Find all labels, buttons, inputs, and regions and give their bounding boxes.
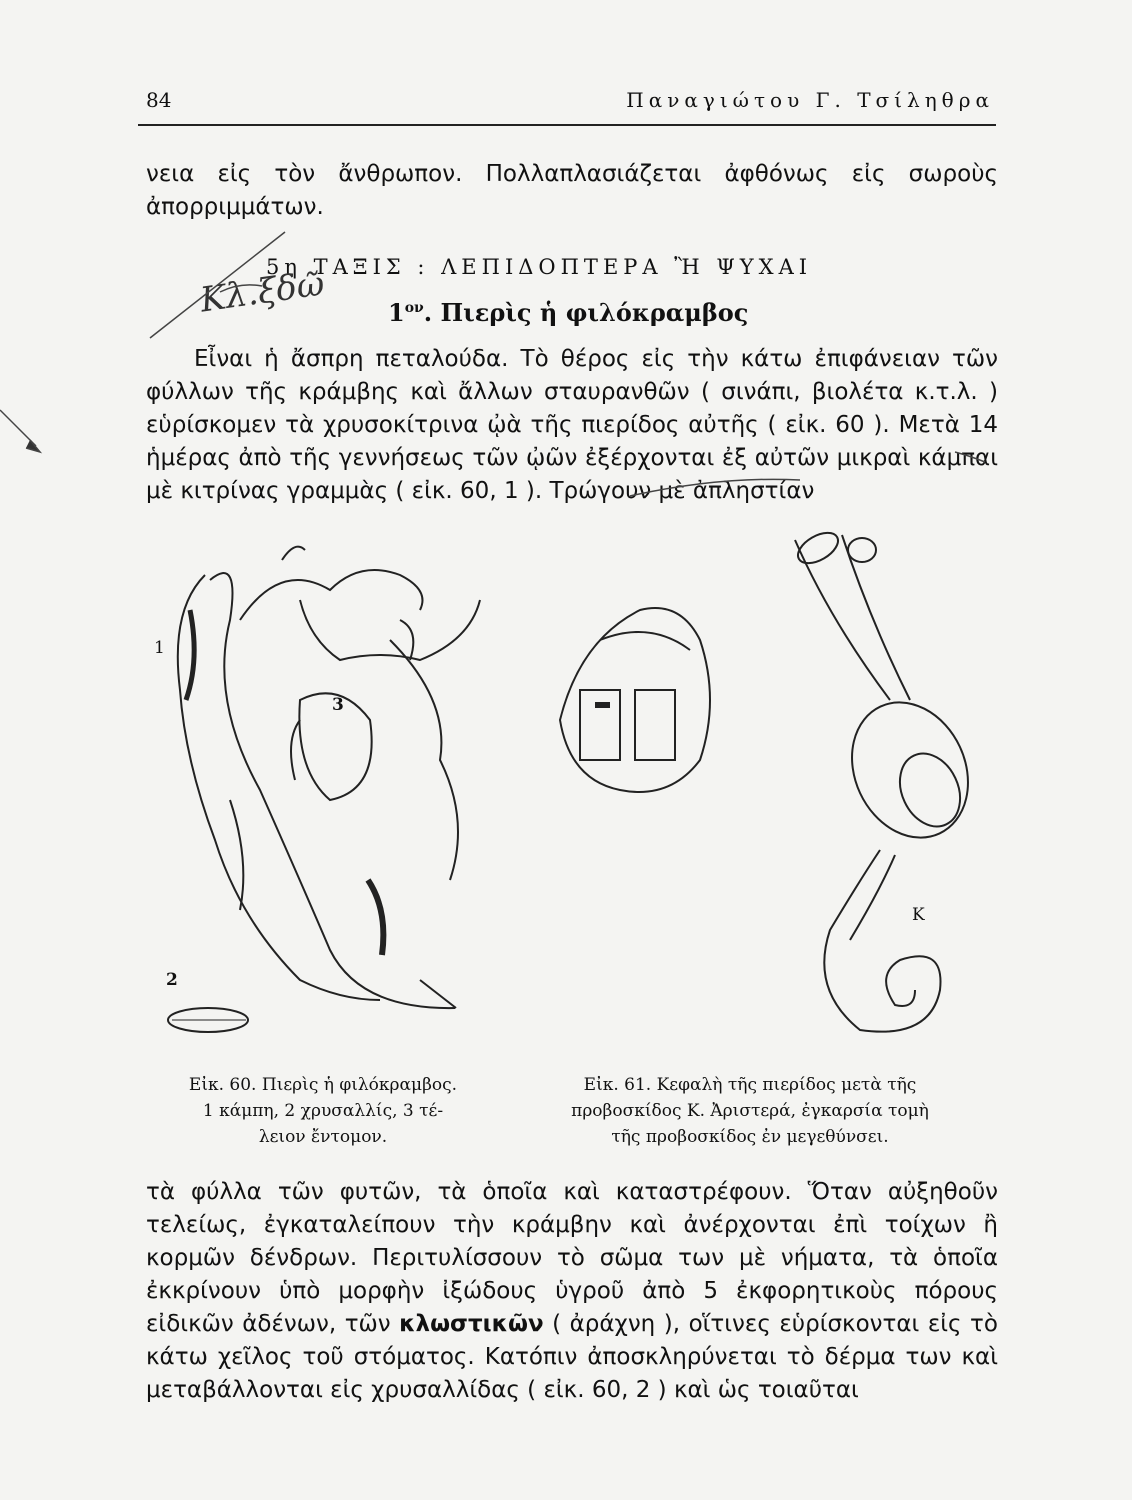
head-capsule [831,683,990,856]
fig60-label-1: 1 [154,638,165,658]
running-head-author: Παναγιώτου Γ. Τσίληθρα [626,88,994,112]
term-klostikon: κλωστικῶν [399,1311,544,1337]
fig61-label-k: Κ [912,905,925,925]
body-paragraph-1: Εἶναι ἡ ἄσπρη πεταλούδα. Τὸ θέρος εἰς τὴν κάτω ἐπιφάνειαν τῶν φύλλων τῆς κράμβης καὶ ἄλλων σταυρανθῶν ( σινάπι, βιολέτα κ.τ.λ. ) εὑρίσκομεν τὰ χρυσοκίτρινα ᾠὰ τῆς πιερίδος αὐτῆς ( εἰκ. 60 ). Μετὰ 14 ἡμέρας ἀπὸ τῆς γεννήσεως τῶν ᾠῶν ἐξέρχονται ἐξ αὐτῶν μικραὶ κάμπαι μὲ κιτρίνας γραμμὰς ( εἰκ. 60, 1 ). Τρώγουν μὲ ἀπληστίαν [146,346,998,504]
figure-61-head [793,527,989,1032]
leaf-stem [210,573,455,1008]
page-number: 84 [146,88,172,112]
figure-60-drawing [168,547,480,1032]
species-title: $1^{o\nu}$. Πιερὶς ἡ φιλόκραμβος [388,298,749,327]
fig60-label-2: 2 [166,970,178,990]
larva-center [368,880,383,955]
body-paragraph-2: τὰ φύλλα τῶν φυτῶν, τὰ ὁποῖα καὶ καταστρέφουν. Ὅταν αὐξηθοῦν τελείως, ἐγκαταλείπουν τὴν κράμβην καὶ ἀνέρχονται ἐπὶ τοίχων ἢ κορμῶν δένδρων. Περιτυλίσσουν τὸ σῶμα των μὲ νήματα, τὰ ὁποῖα ἐκκρίνουν ὑπὸ μορφὴν ἰξώδους ὑγροῦ ἀπὸ 5 ἐκφορητικοὺς πόρους εἰδικῶν ἀδένων, τῶν κλωστικῶν ( ἀράχνη ), οἵτινες εὑρίσκονται εἰς τὸ κάτω χεῖλος τοῦ στόματος. Κατόπιν ἀποσκληρύνεται τὸ δέρμα των καὶ μεταβάλλονται εἰς χρυσαλλίδας ( εἰκ. 60, 2 ) καὶ ὡς τοιαῦται [146,1179,998,1403]
figure-61-caption: Εἰκ. 61. Κεφαλὴ τῆς πιερίδος μετὰ τῆς προβοσκίδος Κ. Ἀριστερά, ἐγκαρσία τομὴ τῆς προβοσκίδος ἐν μεγεθύνσει. [571,1075,929,1147]
fig60-label-3: 3 [332,695,344,715]
handwritten-note: Κλ.ξδῶ [197,263,327,321]
coiled-proboscis [824,850,940,1032]
pencil-marks [0,232,985,496]
intro-paragraph: νεια εἰς τὸν ἄνθρωπον. Πολλαπλασιάζεται ἀφθόνως εἰς σωροὺς ἀπορριμμάτων. [146,161,998,220]
larva-1 [186,610,194,700]
order-title: 5η ΤΑΞΙΣ : ΛΕΠΙΔΟΠΤΕΡΑ Ἢ ΨΥΧΑΙ [266,255,813,279]
figure-61-cross-section [560,608,710,792]
figure-60-caption: Εἰκ. 60. Πιερὶς ἡ φιλόκραμβος. 1 κάμπη, 2 χρυσαλλίς, 3 τέ- λειον ἔντομον. [188,1075,458,1147]
pencil-slash [150,232,285,338]
